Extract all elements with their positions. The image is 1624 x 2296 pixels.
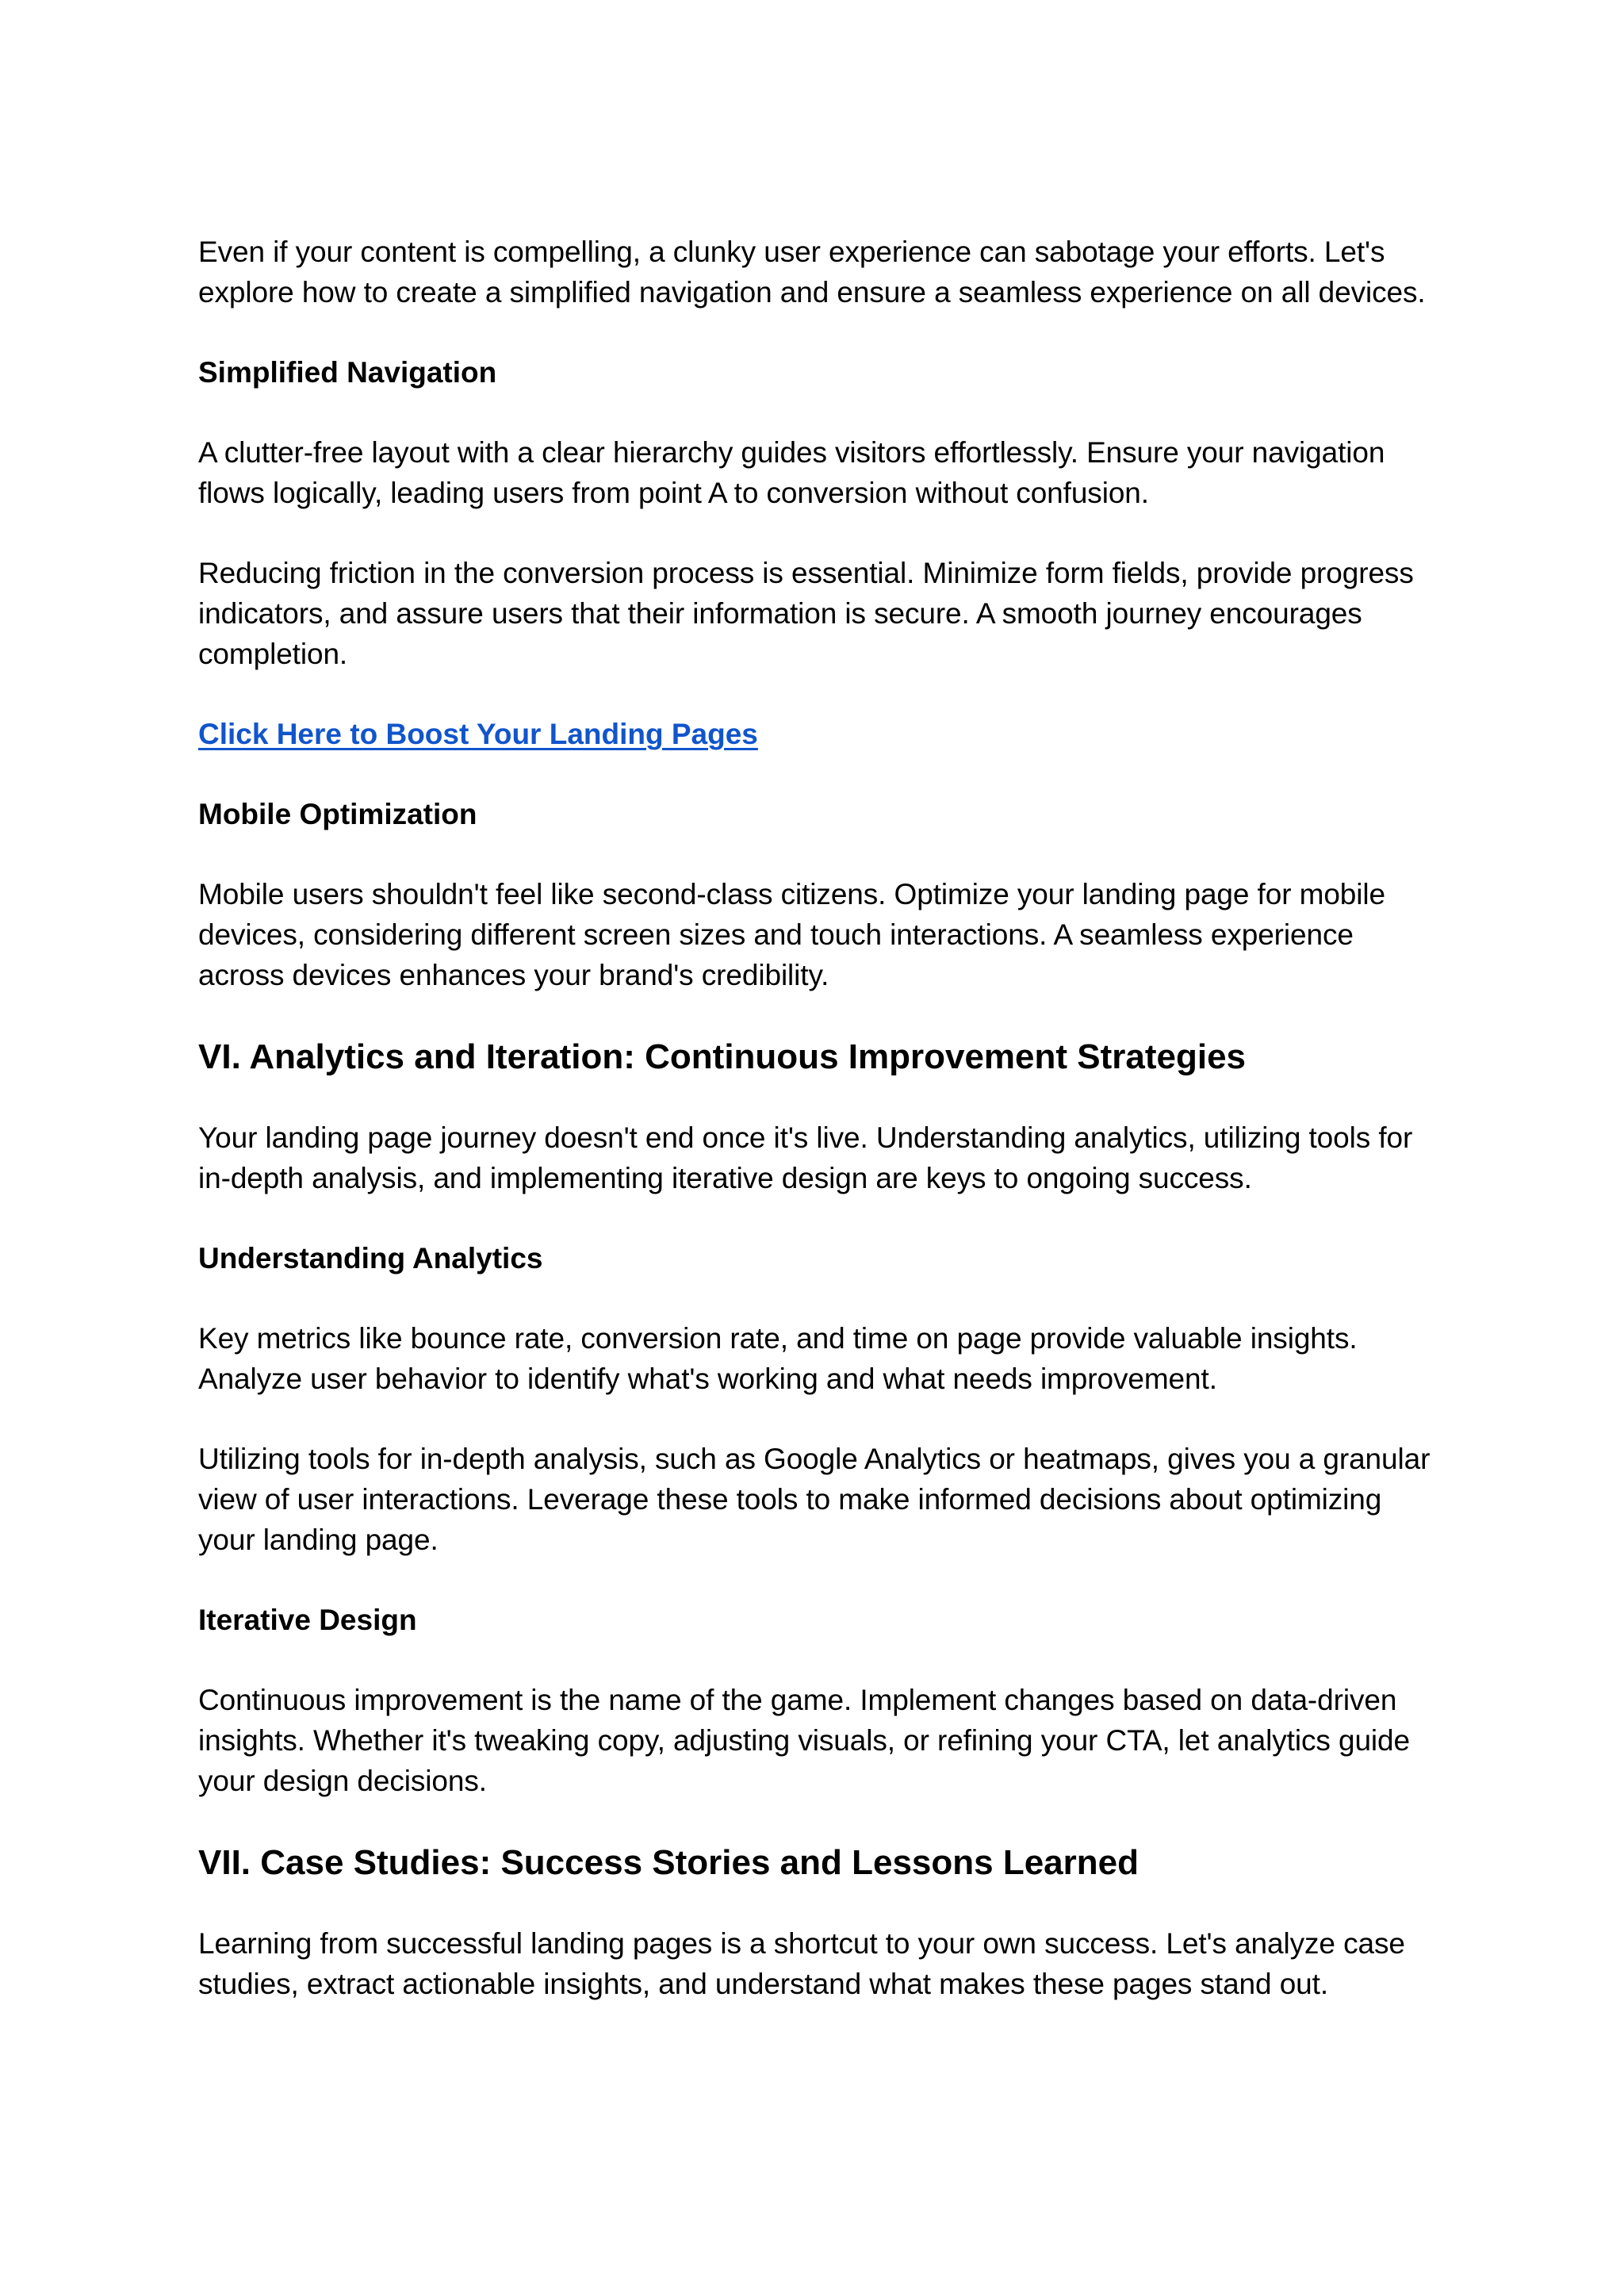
simplified-navigation-paragraph-1: A clutter-free layout with a clear hierarchy guides visitors effortlessly. Ensure your navigation flows logically, leading users from point A to conversion without confusion. (198, 436, 1385, 509)
iterative-design-heading: Iterative Design (198, 1604, 417, 1636)
iterative-design-paragraph: Continuous improvement is the name of the game. Implement changes based on data-driven insights. Whether it's tweaking copy, adjusting visuals, or refining your CTA, let analytics guide your design decisions. (198, 1684, 1410, 1797)
section-vii-heading: VII. Case Studies: Success Stories and Lessons Learned (198, 1843, 1139, 1882)
intro-paragraph: Even if your content is compelling, a clunky user experience can sabotage your efforts. Let's explore how to create a simplified navigation and ensure a seamless experience on all devices. (198, 236, 1426, 309)
understanding-analytics-paragraph-1: Key metrics like bounce rate, conversion rate, and time on page provide valuable insights. Analyze user behavior to identify what's working and what needs improvement. (198, 1322, 1358, 1395)
mobile-optimization-heading: Mobile Optimization (198, 798, 477, 830)
mobile-optimization-paragraph: Mobile users shouldn't feel like second-class citizens. Optimize your landing page for mobile devices, considering different screen sizes and touch interactions. A seamless experience across devices enhances your brand's credibility. (198, 878, 1386, 991)
section-vi-heading: VI. Analytics and Iteration: Continuous Improvement Strategies (198, 1037, 1247, 1076)
section-vi-intro: Your landing page journey doesn't end once it's live. Understanding analytics, utilizing tools for in-depth analysis, and implementing iterative design are keys to ongoing success. (198, 1121, 1413, 1194)
understanding-analytics-heading: Understanding Analytics (198, 1242, 543, 1274)
section-vii-intro: Learning from successful landing pages is a shortcut to your own success. Let's analyze case studies, extract actionable insights, and understand what makes these pages stand out. (198, 1927, 1405, 2000)
simplified-navigation-paragraph-2: Reducing friction in the conversion process is essential. Minimize form fields, provide progress indicators, and assure users that their information is secure. A smooth journey encourages completion. (198, 557, 1414, 670)
understanding-analytics-paragraph-2: Utilizing tools for in-depth analysis, such as Google Analytics or heatmaps, gives you a granular view of user interactions. Leverage these tools to make informed decisions about optimizing your landing page. (198, 1443, 1431, 1556)
boost-landing-pages-link[interactable]: Click Here to Boost Your Landing Pages (198, 718, 758, 750)
cta-link-container (198, 714, 1434, 794)
simplified-navigation-heading: Simplified Navigation (198, 356, 497, 389)
